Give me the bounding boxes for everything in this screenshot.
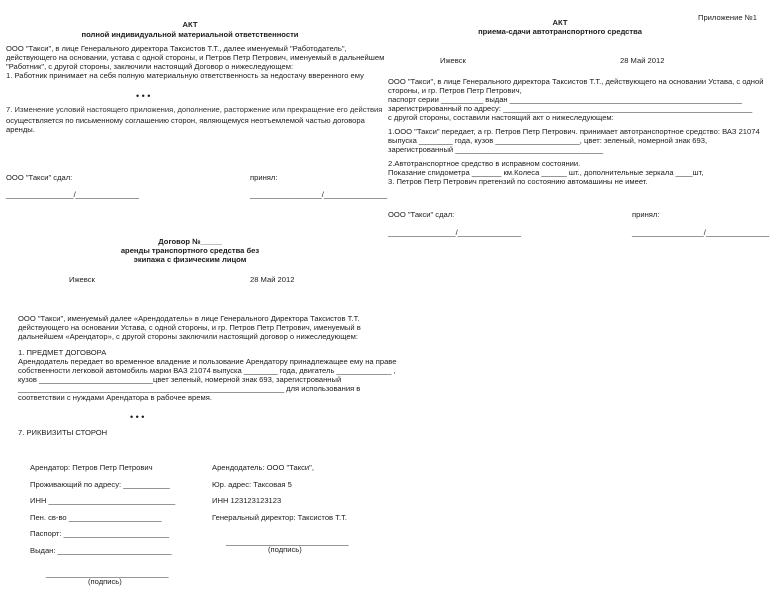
contract-ellipsis <box>130 413 144 422</box>
contract-title: Договор №_____ <box>158 237 222 246</box>
act1-line-1: ООО "Такси", в лице Генерального директора Таксистов Т.Т., далее именуемый "Работодатель", <box>6 44 347 53</box>
ellipsis-dots: • • • <box>136 91 151 101</box>
handover-handed-label: ООО "Такси" сдал: <box>388 210 455 219</box>
landlord-inn: ИНН 123123123123 <box>212 496 282 505</box>
landlord-director: Генеральный директор: Таксистов Т.Т. <box>212 513 348 522</box>
contract-s1-line-2: собственности легковой автомобиль марки ВАЗ 21074 выпуска ________ года, двигатель _____________ , <box>18 366 396 375</box>
contract-section-7: 7. РИКВИЗИТЫ СТОРОН <box>18 428 108 437</box>
act1-sign-left: ________________/_______________ <box>6 190 140 199</box>
contract-subtitle-2: экипажа с физическим лицом <box>133 255 247 264</box>
act1-handed-label: ООО "Такси" сдал: <box>6 173 73 182</box>
contract-line-3: дальнейшем «Арендатор», с другой стороны заключили настоящий договор о нижеследующем: <box>18 332 358 341</box>
handover-date: 28 Май 2012 <box>620 56 665 65</box>
handover-sign-right: _________________/_______________ <box>632 228 770 237</box>
contract-subtitle-1: аренды транспортного средства без <box>120 246 260 255</box>
handover-title: АКТ <box>552 18 568 27</box>
tenant-sign-caption: (подпись) <box>88 577 122 586</box>
contract-s1-line-3: кузов ___________________________цвет зеленый, номерной знак 693, зарегистрованный <box>18 375 342 384</box>
handover-item1-line-3: зарегистрованный ___________________________________ <box>388 145 604 154</box>
handover-line-2: стороны, и гр. Петров Петр Петрович, <box>388 86 522 95</box>
ellipsis-dots: • • • <box>130 412 145 422</box>
act1-tail-2: аренды. <box>6 125 35 134</box>
contract-city: Ижевск <box>69 275 95 284</box>
handover-line-4: зарегистрированный по адресу: ___________________________________________________________ <box>388 104 753 113</box>
handover-item2-line-1: 2.Автотранспортное средство в исправном состоянии. <box>388 159 581 168</box>
handover-received-label: принял: <box>632 210 660 219</box>
contract-date: 28 Май 2012 <box>250 275 295 284</box>
tenant-label: Арендатор: Петров Петр Петрович <box>30 463 153 472</box>
act1-ellipsis <box>136 92 150 101</box>
handover-item2-line-2: Показание спидометра _______ км.Колеса ______ шт., дополнительные зеркала ____шт, <box>388 168 704 177</box>
handover-subtitle: приема-сдачи автотранспортного средства <box>478 27 642 36</box>
tenant-pension: Пен. св-во ______________________ <box>30 513 162 522</box>
handover-item1-line-2: выпуска ________ года, кузов ____________________, цвет: зеленый, номерной знак 693, <box>388 136 708 145</box>
landlord-label: Арендодатель: ООО "Такси", <box>212 463 314 472</box>
act1-line-3: "Работник", с другой стороны, заключили настоящий Договор о нижеследующем: <box>6 62 294 71</box>
landlord-address: Юр. адрес: Таксовая 5 <box>212 480 292 489</box>
act1-line-2: действующего на основании, устава с одной стороны, и Петров Петр Петрович, именуемый в дальнейшем <box>6 53 385 62</box>
landlord-sign-caption: (подпись) <box>268 545 302 554</box>
contract-section-1: 1. ПРЕДМЕТ ДОГОВОРА <box>18 348 107 357</box>
contract-s1-line-4: _______________________________________________________________ для использования в <box>18 384 361 393</box>
contract-s1-line-1: Арендодатель передает во временное владение и пользование Арендатору принадлежащее ему на праве <box>18 357 397 366</box>
tenant-passport: Паспорт: _________________________ <box>30 529 170 538</box>
contract-line-1: ООО "Такси", именуемый далее «Арендодатель» в лице Генерального Директора Таксистов Т.Т. <box>18 314 360 323</box>
handover-sign-left: ________________/_______________ <box>388 228 522 237</box>
handover-line-3: паспорт серии __________ выдан _______________________________________________________ <box>388 95 743 104</box>
tenant-issued: Выдан: ___________________________ <box>30 546 172 555</box>
act1-cut-text: 7. Изменение условий настоящего приложения, дополнение, расторжение или прекращение его действия <box>6 105 383 114</box>
act1-line-4: 1. Работник принимает на себя полную материальную ответственность за недостачу вверенного ему <box>6 71 364 80</box>
act1-tail-1: осуществляется по письменному соглашению сторон, являющемуся неотъемлемой частью договора <box>6 116 365 125</box>
tenant-sign-line: _____________________________ <box>46 569 169 578</box>
act1-cut-line <box>6 105 383 114</box>
handover-item3-line: 3. Петров Петр Петрович претензий по состоянию автомашины не имеет. <box>388 177 648 186</box>
act1-sign-right: _________________/_______________ <box>250 190 388 199</box>
act1-received-label: принял: <box>250 173 278 182</box>
tenant-inn: ИНН ______________________________ <box>30 496 176 505</box>
handover-item1-line-1: 1.ООО "Такси" передает, а гр. Петров Петр Петрович. принимает автотранспортное средство: ВАЗ 21074 <box>388 127 760 136</box>
contract-s1-line-5: соответствии с нуждами Арендатора в рабочее время. <box>18 393 212 402</box>
act1-subtitle: полной индивидуальной материальной ответственности <box>81 30 299 39</box>
contract-line-2: действующего на основании Устава, с одной стороны, и гр. Петров Петр Петрович, именуемый в <box>18 323 361 332</box>
act1-title: АКТ <box>182 20 198 29</box>
handover-line-1: ООО "Такси", в лице Генерального директора Таксистов Т.Т., действующего на основании Устава, с одной <box>388 77 764 86</box>
tenant-address: Проживающий по адресу: ___________ <box>30 480 170 489</box>
appendix-label: Приложение №1 <box>698 13 758 22</box>
handover-line-5: с другой стороны, составили настоящий акт о нижеследующем: <box>388 113 614 122</box>
handover-city: Ижевск <box>440 56 466 65</box>
landlord-sign-line: _____________________________ <box>226 537 349 546</box>
